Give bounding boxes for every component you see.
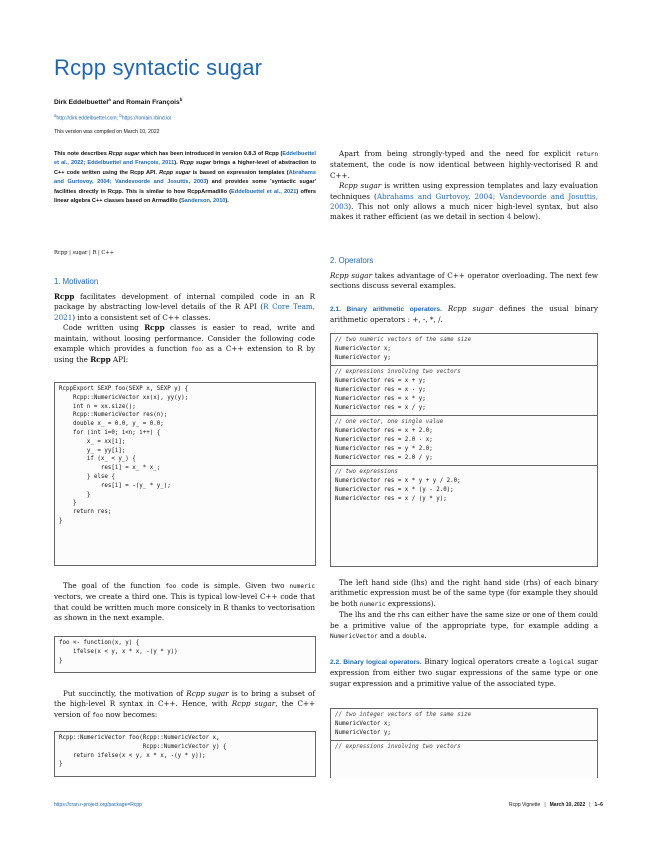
- code-text: foo <- function(x, y) { ifelse(x < y, x * x, -(y * y)) }: [59, 640, 178, 664]
- code-inline: double: [402, 633, 425, 641]
- code-inline: numeric: [289, 583, 315, 590]
- right-intro-paras: [330, 149, 598, 223]
- body-text: as a C++ extension to R by using the: [54, 344, 316, 365]
- code-separator: [331, 465, 597, 466]
- subsection-heading: 2.2. Binary logical operators.: [330, 659, 422, 666]
- abstract-text: brings a higher-level of abstraction to C++ code written using the Rcpp API.: [54, 160, 316, 176]
- footer-separator: |: [589, 802, 591, 808]
- footer-info: [509, 802, 603, 808]
- code-text: NumericVector res = x * y + y / 2.0; NumericVector res = x * (y - 2.0); NumericVector res = x / (y * y);: [335, 478, 461, 502]
- abstract-text: which has been introduced in version 0.8.3 of Rcpp (: [139, 151, 283, 157]
- body-text: is to bring a subset of the high-level R syntax in C++. Hence, with: [54, 689, 315, 709]
- body-text: is written using expression templates and lazy evaluation techniques (: [330, 181, 598, 201]
- code-block-foo-cpp: [54, 382, 316, 566]
- code-text: NumericVector res = x + y; NumericVector res = x - y; NumericVector res = x * y; NumericVector res = x / y;: [335, 378, 426, 411]
- abstract-text: ).: [174, 160, 180, 167]
- affil-a-link[interactable]: http://dirk.eddelbuettel.com;: [56, 115, 120, 122]
- code-comment: // two numeric vectors of the same size: [335, 337, 472, 343]
- code-block-marker: [54, 770, 60, 777]
- citation-link[interactable]: R Core Team, 2021: [54, 302, 315, 322]
- code-block-marker: [54, 666, 60, 673]
- bold-term: Rcpp: [90, 355, 111, 365]
- body-text: API:: [110, 355, 129, 365]
- abstract-text: ) offers linear algebra C++ classes based on Armadillo (: [54, 188, 316, 205]
- code-block-marker: [330, 560, 336, 567]
- citation-link[interactable]: Eddelbuettel et al., 2022: [54, 151, 316, 167]
- body-text: , the C++ version of: [54, 699, 315, 719]
- body-text: statement, the code is now identical between highly-vectorised R and C++.: [330, 160, 598, 180]
- footer-journal: Rcpp Vignette: [509, 802, 541, 808]
- affil-b-link[interactable]: https://romain.rbind.io/: [121, 115, 172, 122]
- author-1-sup: a: [108, 97, 111, 102]
- binary-logical-para: [330, 657, 598, 689]
- section-heading-operators: 2. Operators: [330, 256, 374, 265]
- code-inline: NumericVector: [330, 633, 378, 641]
- abstract-em: Rcpp sugar: [159, 169, 191, 176]
- abstract-text: This note describes: [54, 151, 109, 157]
- motivation-para-2: [54, 581, 315, 624]
- code-comment: // expressions involving two vectors: [335, 744, 461, 751]
- body-text: takes advantage of C++ operator overloading. The next few sections discuss several examples.: [330, 271, 598, 291]
- body-text: .: [424, 631, 427, 641]
- motivation-para-1: [54, 292, 315, 366]
- abstract-em: Rcpp sugar: [179, 160, 212, 167]
- code-comment: // one vector, one single value: [335, 419, 444, 426]
- section-link[interactable]: 4: [506, 212, 512, 222]
- affil-a-sup: a: [54, 113, 57, 118]
- section-heading-motivation: 1. Motivation: [54, 277, 99, 286]
- abstract-text: ;: [83, 160, 88, 167]
- motivation-para-3: [54, 689, 315, 721]
- body-text: Binary logical operators create a: [421, 657, 549, 666]
- footer-date: March 10, 2022: [549, 802, 586, 808]
- code-block-marker: [54, 559, 60, 566]
- code-inline: foo: [191, 346, 203, 354]
- code-block-arith: [330, 333, 598, 567]
- citation-link[interactable]: Eddelbuettel et al., 2021: [231, 188, 297, 195]
- code-block-foo-r: [54, 636, 316, 673]
- compiled-note: This version was compiled on March 10, 2022: [54, 129, 160, 135]
- citation-link[interactable]: Abrahams and Gurtovoy, 2004; Vandevoorde and Josuttis, 2003: [54, 169, 316, 186]
- code-separator: [331, 415, 597, 416]
- body-em: Rcpp sugar: [231, 699, 276, 709]
- body-text: expressions).: [385, 598, 436, 608]
- abstract-em: Rcpp sugar: [108, 151, 140, 157]
- affiliations: [54, 113, 171, 122]
- bold-term: Rcpp: [54, 292, 75, 301]
- abstract: [54, 150, 316, 206]
- code-text: Rcpp::NumericVector foo(Rcpp::NumericVector x, Rcpp::NumericVector y) { return ifelse(x < y, x * x, -(y * y)); }: [59, 735, 227, 768]
- authors-line: [54, 97, 182, 106]
- code-inline: foo: [92, 711, 104, 719]
- code-separator: [331, 740, 597, 741]
- body-text: Code written using: [63, 323, 145, 333]
- abstract-text: ) and provides some 'syntactic sugar' facilities directly in Rcpp. This is similar to how RcppArmadillo (: [54, 179, 316, 195]
- footer-pages: 1–6: [594, 802, 603, 808]
- body-text: and a: [377, 631, 403, 641]
- code-inline: logical: [548, 659, 575, 666]
- code-inline: foo: [165, 583, 177, 590]
- body-em: Rcpp sugar: [186, 689, 229, 698]
- body-text: now becomes:: [103, 709, 158, 719]
- code-block-foo-sugar: [54, 731, 316, 777]
- body-text: defines the usual binary arithmetic operators : +, -, *, /.: [330, 304, 598, 325]
- body-text: vectors, we create a third one. This is typical low-level C++ code that that could be written much more consicely in R thanks to vectorisation as shown in the next example.: [54, 592, 315, 623]
- citation-link[interactable]: Abrahams and Gurtovoy, 2004; Vandevoorde and Josuttis, 2003: [330, 191, 598, 212]
- body-text: The left hand side (lhs) and the right hand side (rhs) of each binary arithmetic expression must be of the same type (for example they should be both: [330, 578, 598, 608]
- body-text: Apart from being strongly-typed and the need for explicit: [339, 149, 576, 158]
- citation-link[interactable]: Eddelbuettel and François, 2011: [87, 160, 175, 167]
- body-text: facilitates development of internal compiled code in an R package by abstracting low-level details of the R API (: [54, 292, 315, 312]
- code-text: NumericVector res = x + 2.0; NumericVector res = 2.0 - x; NumericVector res = y * 2.0; NumericVector res = 2.0 / y;: [335, 428, 433, 461]
- code-comment: // expressions involving two vectors: [335, 369, 461, 376]
- abstract-text: ).: [225, 198, 229, 205]
- body-text: ) into a consistent set of C++ classes.: [72, 312, 211, 322]
- body-text: sugar expression from either two sugar expressions of the same type or one sugar expression and a primitive value of the associated type.: [330, 657, 598, 688]
- code-inline: return: [575, 151, 598, 158]
- keywords: Rcpp | sugar | R | C++: [54, 250, 115, 256]
- code-block-logical: [330, 708, 598, 778]
- body-text: code is simple. Given two: [176, 581, 290, 590]
- author-1: Dirk Eddelbuettel: [54, 99, 109, 107]
- lhs-rhs-paras: [330, 578, 598, 642]
- binary-arith-para: [330, 304, 598, 326]
- author-2-sup: b: [179, 97, 183, 102]
- code-text: NumericVector x; NumericVector y;: [335, 345, 391, 361]
- code-comment: // two expressions: [335, 469, 398, 476]
- body-em: Rcpp sugar: [339, 181, 382, 191]
- body-text: The goal of the function: [63, 581, 166, 590]
- body-text: below).: [511, 212, 541, 222]
- body-em: Rcpp sugar: [330, 271, 373, 280]
- body-text: classes is easier to read, write and maintain, without loosing performance. Consider the following code example which provides a function: [54, 323, 315, 354]
- footer-url-link[interactable]: https://cran.r-project.org/package=Rcpp: [54, 802, 142, 808]
- code-separator: [331, 365, 597, 366]
- body-text: The lhs and the rhs can either have the same size or one of them could be a primitive value of the appropriate type, for example adding a: [330, 610, 598, 630]
- body-text: ). This not only allows a much nicer high-level syntax, but also makes it rather efficient (as we detail in section: [330, 202, 598, 222]
- code-comment: // two integer vectors of the same size: [335, 712, 472, 718]
- abstract-text: is based on expression templates (: [190, 169, 289, 176]
- code-text: RcppExport SEXP foo(SEXP x, SEXP y) { Rcpp::NumericVector xx(x), yy(y); int n = xx.size(); Rcpp::NumericVector res(n); double x_ = 0.0, y_ = 0.0; for (int i=0; i<n; i++) { x_ = xx[i]; y_ = yy[i]; if (x_ < y_) { res[i] = x_ * x_; } else { res[i] = -(y_ * y_); } } return res; }: [59, 386, 189, 524]
- affil-b-sup: b: [119, 113, 122, 118]
- citation-link[interactable]: Sanderson, 2010: [180, 198, 226, 205]
- code-text: NumericVector x; NumericVector y;: [335, 720, 391, 736]
- bold-term: Rcpp: [144, 323, 165, 333]
- footer-separator: |: [544, 802, 546, 808]
- operators-intro: [330, 271, 598, 292]
- paper-title: Rcpp syntactic sugar: [54, 55, 263, 80]
- subsection-heading: 2.1. Binary arithmetic operators.: [330, 306, 442, 313]
- code-inline: numeric: [359, 600, 386, 608]
- body-em: Rcpp sugar: [441, 304, 494, 313]
- body-text: Put succinctly, the motivation of: [63, 689, 187, 698]
- author-2: and Romain François: [110, 99, 180, 107]
